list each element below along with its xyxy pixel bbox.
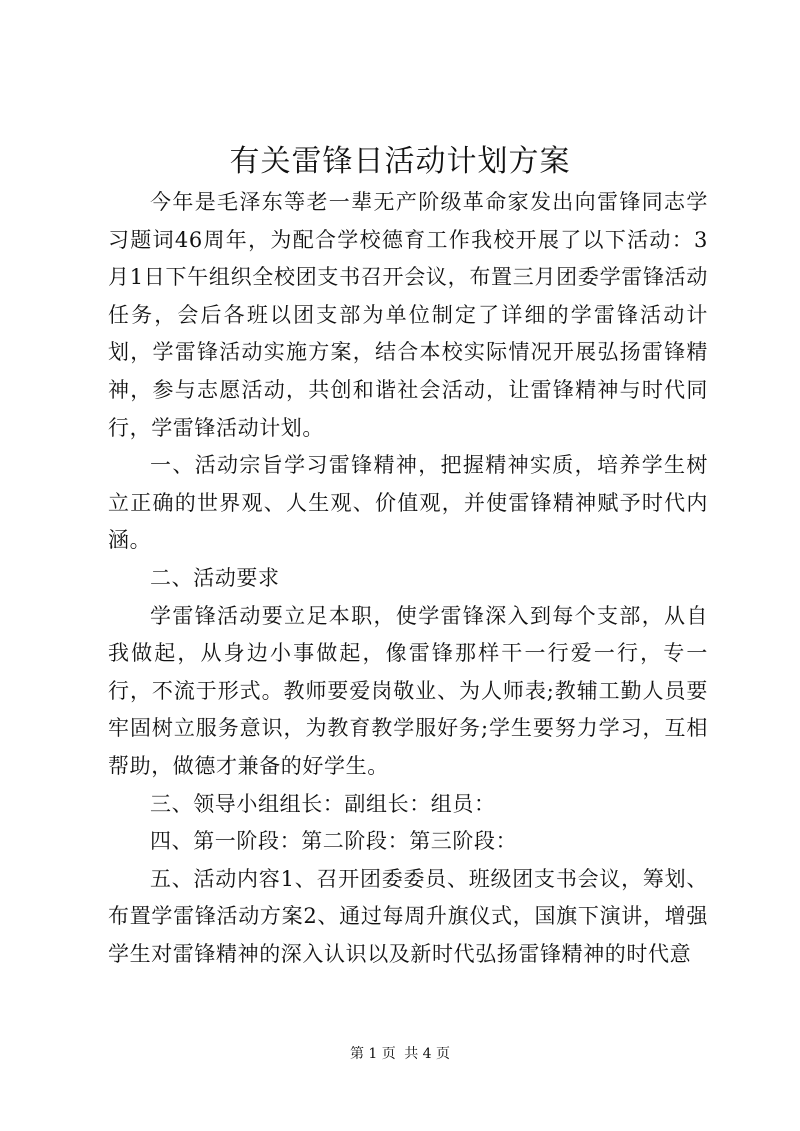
paragraph-intro: 今年是毛泽东等老一辈无产阶级革命家发出向雷锋同志学习题词46周年，为配合学校德育工作我校开展了以下活动：3月1日下午组织全校团支书召开会议，布置三月团委学雷锋活动任务，会后各班以团支部为单位制定了详细的学雷锋活动计划，学雷锋活动实施方案，结合本校实际情况开展弘扬雷锋精神，参与志愿活动，共创和谐社会活动，让雷锋精神与时代同行，学雷锋活动计划。 (108, 190, 708, 440)
page-number: 第 1 页 (349, 1046, 396, 1062)
page-total: 共 4 页 (404, 1046, 451, 1062)
paragraph-requirements-heading: 二、活动要求 (150, 565, 280, 590)
document-title: 有关雷锋日活动计划方案 (229, 144, 571, 179)
paragraph-purpose: 一、活动宗旨学习雷锋精神，把握精神实质，培养学生树立正确的世界观、人生观、价值观，并使雷锋精神赋予时代内涵。 (108, 453, 708, 553)
paragraph-leadership: 三、领导小组组长：副组长：组员： (150, 791, 496, 816)
paragraph-requirements: 学雷锋活动要立足本职，使学雷锋深入到每个支部，从自我做起，从身边小事做起，像雷锋那样干一行爱一行，专一行，不流于形式。教师要爱岗敬业、为人师表;教辅工勤人员要牢固树立服务意识，为教育教学服好务;学生要努力学习，互相帮助，做德才兼备的好学生。 (108, 603, 708, 778)
paragraph-content: 五、活动内容1、召开团委委员、班级团支书会议，筹划、布置学雷锋活动方案2、通过每周升旗仪式，国旗下演讲，增强学生对雷锋精神的深入认识以及新时代弘扬雷锋精神的时代意 (108, 866, 708, 966)
paragraph-stages: 四、第一阶段：第二阶段：第三阶段： (150, 829, 518, 854)
document-body (108, 184, 708, 973)
page-footer (0, 1044, 800, 1064)
